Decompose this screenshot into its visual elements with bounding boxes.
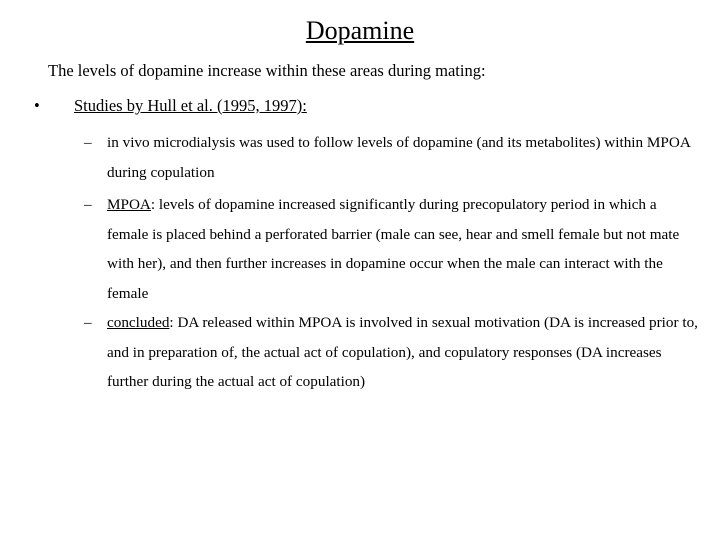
sub-item-body: : DA released within MPOA is involved in sexual motivation (DA is increased prior to, and in preparation of, the actual act of copulation), and copulatory responses (DA increases further during the actual act of copulation) bbox=[107, 314, 698, 390]
sub-item-text: in vivo microdialysis was used to follow levels of dopamine (and its metabolites) within MPOA during copulation bbox=[107, 134, 690, 181]
sub-item-body: : levels of dopamine increased significantly during precopulatory period in which a female is placed behind a perforated barrier (male can see, hear and smell female but not mate with her), and then further increases in dopamine occur when the male can interact with the female bbox=[107, 196, 680, 302]
intro-text: The levels of dopamine increase within these areas during mating: bbox=[48, 61, 486, 80]
dash-icon: – bbox=[84, 134, 92, 151]
sub-item-text bbox=[107, 308, 699, 397]
dash-icon: – bbox=[84, 196, 92, 213]
slide-title: Dopamine bbox=[305, 16, 415, 45]
bullet-icon: • bbox=[34, 96, 40, 115]
dash-icon: – bbox=[84, 314, 92, 331]
sub-item-term: concluded bbox=[107, 314, 170, 331]
bullet-text: Studies by Hull et al. (1995, 1997): bbox=[74, 96, 307, 115]
sub-item-text bbox=[107, 190, 699, 308]
sub-item-term: MPOA bbox=[107, 196, 151, 213]
